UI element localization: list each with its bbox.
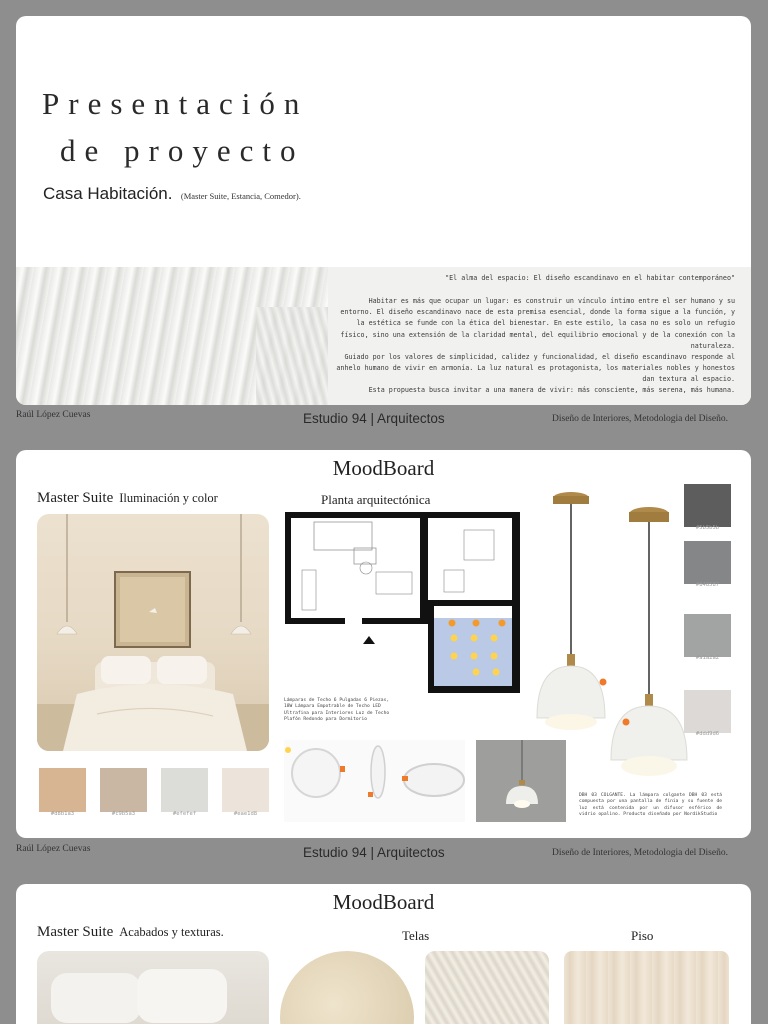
moodboard-title-2: MoodBoard xyxy=(332,890,435,914)
led-panels-photo xyxy=(284,740,465,822)
section-name-2: Master Suite xyxy=(37,924,114,940)
title-line-1: Presentación xyxy=(42,86,309,121)
plan-title: Planta arquitectónica xyxy=(321,492,431,507)
footer-studio: Estudio 94 | Arquitectos xyxy=(303,411,445,426)
palette-label-4: #eae1d8 xyxy=(233,811,258,817)
gray-label-3: #a1a2a2 xyxy=(695,655,720,661)
title-line-2: de proyecto xyxy=(60,133,305,168)
gray-swatch-3 xyxy=(684,614,731,657)
lamp-caption: Lámparas de Techo 6 Pulgadas 6 Piezas, 18W Lámpara Empotrable de Techo LED Ultrafina para Interiores Luz de Techo Plafón Redondo para Dormitorio xyxy=(284,698,390,723)
floor-plan xyxy=(284,510,522,694)
subtitle: Casa Habitación. xyxy=(43,184,173,203)
gray-label-2: #848587 xyxy=(695,582,720,588)
slide-moodboard-lighting xyxy=(16,450,751,838)
section-subtitle: Iluminación y color xyxy=(119,491,218,505)
piso-label: Piso xyxy=(631,928,654,943)
section-title-2 xyxy=(37,924,224,941)
section-name: Master Suite xyxy=(37,490,114,506)
manifesto-paragraph-3: Esta propuesta busca invitar a una manera de vivir: más consciente, más serena, más humana. xyxy=(368,386,735,394)
palette-label-1: #d8b1a3 xyxy=(50,811,75,817)
footer-studio-2: Estudio 94 | Arquitectos xyxy=(303,845,445,860)
bedroom-photo xyxy=(37,514,269,751)
manifesto-panel xyxy=(328,267,751,405)
subtitle-note: (Master Suite, Estancia, Comedor). xyxy=(180,191,301,201)
floor-wood-photo xyxy=(564,951,729,1024)
palette-label-2: #c9b5a3 xyxy=(111,811,136,817)
palette-swatch-2 xyxy=(100,768,147,812)
footer-author: Raúl López Cuevas xyxy=(16,410,91,420)
palette-swatch-3 xyxy=(161,768,208,812)
gray-label-4: #ddd9d6 xyxy=(695,731,720,737)
subtitle-row xyxy=(43,184,301,204)
pendant-lamps xyxy=(531,486,693,786)
fabric-knit-photo xyxy=(425,951,549,1024)
manifesto-paragraph-2: Guiado por los valores de simplicidad, calidez y funcionalidad, el diseño escandinavo responde al anhelo humano de vivir en armonía. La luz natural es protagonista, los materiales nobles y honestos dan textura al espacio. xyxy=(336,353,735,384)
pendant-caption: DBH 03 COLGANTE. La lámpara colgante DBH 03 está compuesta por una pantalla de finia y su fuente de luz está contenida por un difusor esférico de vidrio opalino. Producto diseñado por NordikStudio xyxy=(579,793,722,818)
pillows-photo xyxy=(37,951,269,1024)
footer-author-2: Raúl López Cuevas xyxy=(16,844,91,854)
gray-swatch-2 xyxy=(684,541,731,584)
slide-cover xyxy=(16,16,751,405)
blinds-photo-detail xyxy=(256,307,336,405)
bedroom-illustration xyxy=(37,514,269,751)
palette-swatch-4 xyxy=(222,768,269,812)
gray-swatch-4 xyxy=(684,690,731,733)
moodboard-title: MoodBoard xyxy=(332,456,435,480)
gray-swatch-1 xyxy=(684,484,731,527)
manifesto-paragraph-1: Habitar es más que ocupar un lugar: es construir un vínculo íntimo entre el ser humano y su entorno. El diseño escandinavo nace de esta premisa esencial, donde la forma sigue a la función, y la estética se funde con la ética del bienestar. En este estilo, la casa no es solo un refugio físico, sino una extensión de la claridad mental, del equilibrio emocional y de la conexión con la naturaleza. xyxy=(340,297,735,350)
manifesto-quote: "El alma del espacio: El diseño escandinavo en el habitar contemporáneo" xyxy=(445,274,735,282)
section-title xyxy=(37,490,218,507)
palette-label-3: #efefef xyxy=(172,811,197,817)
telas-label: Telas xyxy=(402,928,430,943)
slide-moodboard-finishes xyxy=(16,884,751,1024)
section-subtitle-2: Acabados y texturas. xyxy=(119,925,224,939)
footer-course-2: Diseño de Interiores, Metodologia del Diseño. xyxy=(552,848,728,858)
hero-strip xyxy=(16,267,751,405)
footer-course: Diseño de Interiores, Metodologia del Diseño. xyxy=(552,414,728,424)
fabric-linen-photo xyxy=(280,951,414,1024)
palette-swatch-1 xyxy=(39,768,86,812)
gray-label-1: #5b5b5b xyxy=(695,525,720,531)
